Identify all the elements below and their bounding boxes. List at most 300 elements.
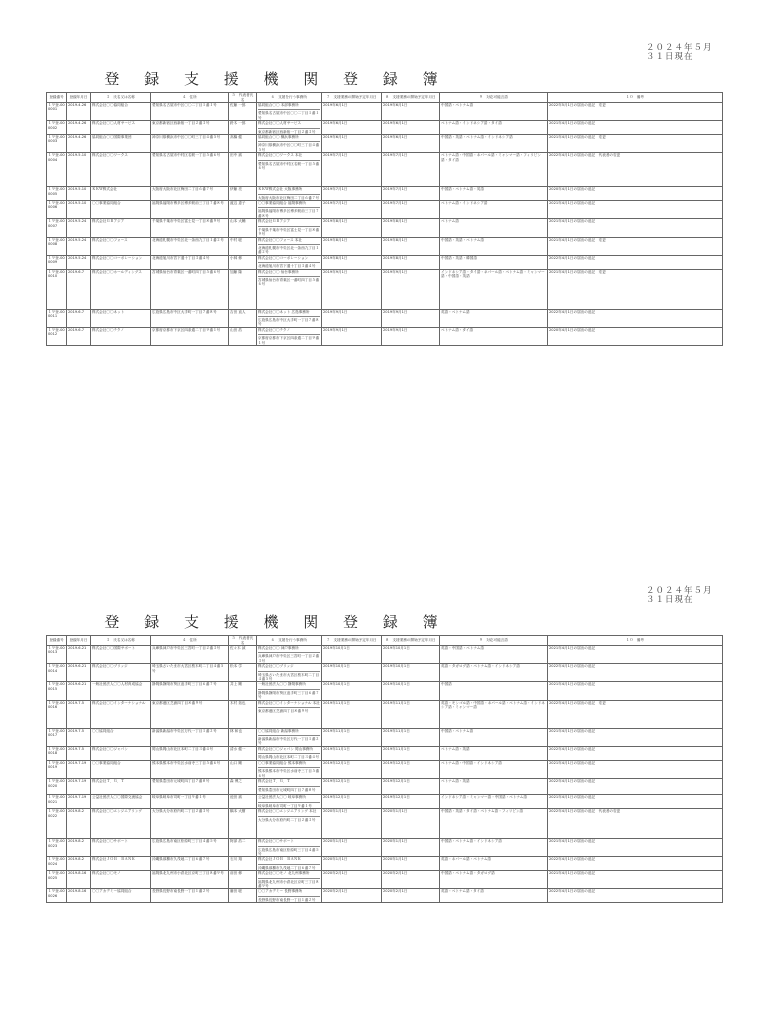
table-cell-note: 2021年4月1日の届出の追記 (548, 121, 723, 135)
header-cell: ３ 氏名又は名称 (91, 636, 151, 646)
table-cell-no: １９登-000023 (47, 839, 67, 857)
table-cell-no: １９登-000018 (47, 746, 67, 760)
table-row (47, 871, 723, 889)
table-cell-start: 2019年12月1日 (382, 779, 440, 795)
table-cell-name: 株式会社〇〇モノ (91, 871, 151, 889)
table-cell-start: 2019年8月1日 (322, 219, 382, 237)
table-cell-start: 2019年12月1日 (382, 795, 440, 809)
table-cell-office (257, 779, 322, 795)
header-cell: １０ 備考 (548, 93, 723, 103)
table-cell-date: 2019.7.5 (67, 746, 91, 760)
table-cell-office (257, 857, 322, 871)
table-cell-start: 2019年9月1日 (382, 269, 440, 309)
office-address: 北海道旭川市宮下通十丁目３番４号 (258, 262, 320, 268)
table-header-row (47, 93, 723, 103)
table-header-row (47, 636, 723, 646)
table-cell-note: 2022年4月1日の届出の追記 変更 (548, 700, 723, 728)
table-cell-note: 2022年4月1日の届出の追記 (548, 746, 723, 760)
table-cell-note: 2021年4月1日の届出の追記 (548, 871, 723, 889)
table-cell-no: １９登-000019 (47, 760, 67, 778)
table-cell-lang: 英語・ベトナム語・タイ語 (440, 889, 548, 903)
table-cell-lang: インドネシア語・ミャンマー語・中国語・ベトナム語 (440, 795, 548, 809)
table-cell-rep: 松本 学 (229, 664, 257, 682)
as-of-date: ２０２４年５月３１日現在 (646, 586, 713, 605)
table-cell-start: 2019年6月1日 (382, 135, 440, 153)
table-cell-start: 2020年2月1日 (322, 871, 382, 889)
office-name: 株式会社〇〇 仙台事務所 (258, 269, 299, 274)
table-cell-start: 2019年10月1日 (382, 664, 440, 682)
table-cell-no: １９登-000002 (47, 121, 67, 135)
office-address: 愛知県名古屋市中区〇〇二丁目１番１号 (258, 111, 320, 120)
page-title: 登 録 支 援 機 関 登 録 簿 (104, 70, 448, 88)
registry-table (46, 92, 723, 346)
table-cell-start: 2020年1月1日 (322, 839, 382, 857)
table-cell-office (257, 795, 322, 809)
office-address: 宮城県仙台市青葉区一番町四丁目５番６号 (258, 277, 320, 287)
header-cell: ５ 代表者氏名 (229, 636, 257, 646)
table-cell-rep: 吉田 直人 (229, 309, 257, 327)
table-cell-lang: 中国語・ベトナム語 (440, 728, 548, 746)
office-address: 沖縄県那覇市久茂地二丁目６番７号 (258, 864, 320, 870)
office-name: 協同組合〇〇 横浜事務所 (258, 135, 299, 140)
table-cell-date: 2019.8.16 (67, 871, 91, 889)
table-cell-name: 〇〇協同組合 (91, 728, 151, 746)
table-cell-rep: 橋本 大樹 (229, 809, 257, 839)
table-cell-date: 2019.4.26 (67, 121, 91, 135)
table-cell-addr: 広島県広島市南区松原町三丁目４番５号 (151, 839, 229, 857)
table-cell-rep: 林 和也 (229, 728, 257, 746)
table-cell-start: 2019年12月1日 (322, 760, 382, 778)
table-cell-name: 株式会社〇〇ジャパン (91, 746, 151, 760)
table-cell-note: 2022年4月1日の届出の追記 (548, 889, 723, 903)
registry-body (47, 103, 723, 346)
table-cell-office (257, 871, 322, 889)
header-cell: ７ 支援業務の開始予定年月日 (322, 93, 382, 103)
office-address: 大分県大分市府内町二丁目２番３号 (258, 816, 320, 822)
table-cell-start: 2020年2月1日 (382, 871, 440, 889)
header-cell: ５ 代表者氏名 (229, 93, 257, 103)
table-row (47, 309, 723, 327)
table-cell-note: 2021年4月1日の届出の追記 (548, 646, 723, 664)
table-cell-office (257, 103, 322, 121)
table-cell-no: １９登-000006 (47, 201, 67, 219)
header-cell: ４ 住所 (151, 636, 229, 646)
page-title: 登 録 支 援 機 関 登 録 簿 (104, 613, 448, 631)
table-row (47, 809, 723, 839)
table-row (47, 889, 723, 903)
table-cell-start: 2019年7月1日 (322, 201, 382, 219)
header-cell: ８ 支援業務の開始予定年月日 (382, 93, 440, 103)
header-cell: ６ 支援を行う事務所 (257, 636, 322, 646)
table-cell-note: 2022年4月1日の届出の追記 代表者の変更 (548, 809, 723, 839)
table-cell-name: 株式会社ＪＯＢ ＢＡＮＫ (91, 857, 151, 871)
table-cell-note: 2021年4月1日の届出の追記 変更 (548, 269, 723, 309)
office-name: 株式会社Ｔ．Ｇ．Ｔ (258, 779, 291, 784)
table-cell-date: 2019.7.19 (67, 779, 91, 795)
table-row (47, 153, 723, 187)
table-cell-date: 2019.5.24 (67, 237, 91, 255)
table-cell-no: １９登-000004 (47, 153, 67, 187)
office-address: 京都府京都市下京区四条通二丁目９番１号 (258, 336, 320, 345)
table-row (47, 779, 723, 795)
office-name: 株式会社ＧＢアジア (258, 219, 291, 224)
office-address: 静岡県静岡市葵区追手町三丁目６番７号 (258, 690, 320, 700)
table-cell-start: 2019年7月1日 (322, 187, 382, 201)
table-cell-rep: 阿部 浩二 (229, 839, 257, 857)
table-row (47, 269, 723, 309)
table-cell-lang: 英語・タガログ語・ベトナム語・インドネシア語 (440, 664, 548, 682)
table-cell-no: １９登-000010 (47, 269, 67, 309)
table-cell-lang: 中国語・英語・ベトナム語 (440, 237, 548, 255)
table-cell-start: 2019年10月1日 (322, 646, 382, 664)
table-cell-no: １９登-000013 (47, 646, 67, 664)
table-cell-date: 2019.7.19 (67, 760, 91, 778)
table-cell-addr: 広島県広島市中区大手町一丁目７番８号 (151, 309, 229, 327)
header-cell: ７ 支援業務の開始予定年月日 (322, 636, 382, 646)
table-cell-addr: 大分県大分市府内町二丁目２番３号 (151, 809, 229, 839)
table-cell-office (257, 839, 322, 857)
table-cell-no: １９登-000005 (47, 187, 67, 201)
table-cell-start: 2019年10月1日 (322, 664, 382, 682)
table-cell-office (257, 135, 322, 153)
table-cell-addr: 沖縄県那覇市久茂地二丁目６番７号 (151, 857, 229, 871)
office-address: 岡山県岡山市北区本町二丁目３番４号 (258, 755, 320, 760)
office-name: 株式会社〇〇 神戸事務所 (258, 646, 299, 650)
header-cell: ６ 支援を行う事務所 (257, 93, 322, 103)
table-cell-name: 株式会社〇〇テクノ (91, 327, 151, 345)
table-cell-start: 2019年6月1日 (322, 103, 382, 121)
table-cell-no: １９登-000014 (47, 664, 67, 682)
table-cell-date: 2019.6.7 (67, 269, 91, 309)
table-cell-start: 2020年1月1日 (322, 857, 382, 871)
table-cell-addr: 愛知県名古屋市中村区名駅一丁目５番６号 (151, 153, 229, 187)
table-cell-date: 2019.6.7 (67, 327, 91, 345)
table-cell-date: 2019.5.10 (67, 153, 91, 187)
table-cell-no: １９登-000012 (47, 327, 67, 345)
table-row (47, 700, 723, 728)
table-cell-rep: 佐々木 誠 (229, 646, 257, 664)
table-cell-no: １９登-000017 (47, 728, 67, 746)
table-cell-addr: 埼玉県さいたま市大宮区桜木町二丁目４番５号 (151, 664, 229, 682)
table-cell-lang: ベトナム語・中国語・ネパール語・ミャンマー語・フィリピン語・タイ語 (440, 153, 548, 187)
table-row (47, 857, 723, 871)
table-cell-addr: 福岡県北九州市小倉北区京町三丁目８番９号 (151, 871, 229, 889)
header-cell: １０ 備考 (548, 636, 723, 646)
office-address: 新潟県新潟市中央区万代一丁目１番２号 (258, 737, 320, 746)
header-cell: ４ 住所 (151, 93, 229, 103)
table-cell-rep: 山本 大輔 (229, 219, 257, 237)
table-cell-office (257, 327, 322, 345)
office-name: 株式会社〇〇サポート (258, 839, 294, 844)
table-cell-name: 〇〇アカデミー協同組合 (91, 889, 151, 903)
header-cell: ３ 氏名又は名称 (91, 93, 151, 103)
table-cell-lang: 中国語・ベトナム語 (440, 103, 548, 121)
table-cell-addr: 熊本県熊本市中央区水前寺三丁目５番６号 (151, 760, 229, 778)
office-name: 〇〇事業協同組合 熊本事務所 (258, 760, 306, 765)
table-cell-name: 株式会社ＧＢアジア (91, 219, 151, 237)
table-cell-name: 〇〇事業協同組合 (91, 201, 151, 219)
office-address: 福岡県福岡市博多区博多駅前三丁目７番８号 (258, 209, 320, 218)
table-row (47, 795, 723, 809)
table-row (47, 121, 723, 135)
table-cell-date: 2019.5.24 (67, 255, 91, 269)
table-row (47, 839, 723, 857)
table-cell-addr: 北海道旭川市宮下通十丁目３番４号 (151, 255, 229, 269)
table-cell-no: １９登-000024 (47, 857, 67, 871)
table-cell-date: 2019.6.21 (67, 664, 91, 682)
header-cell: ９ 対応可能言語 (440, 93, 548, 103)
table-cell-note: 2022年4月1日の届出の追記 (548, 857, 723, 871)
table-cell-addr: 兵庫県神戸市中央区三宮町一丁目２番３号 (151, 646, 229, 664)
table-cell-start: 2019年9月1日 (382, 309, 440, 327)
office-name: 株式会社〇〇フォース 本社 (258, 237, 302, 242)
table-cell-name: 株式会社〇〇ホールディングス (91, 269, 151, 309)
table-row (47, 646, 723, 664)
office-address: 熊本県熊本市中央区水前寺三丁目５番６号 (258, 769, 320, 778)
table-cell-start: 2019年11月1日 (382, 728, 440, 746)
table-cell-rep: 鈴木 一郎 (229, 121, 257, 135)
table-cell-start: 2020年1月1日 (322, 809, 382, 839)
table-cell-start: 2020年1月1日 (382, 809, 440, 839)
table-cell-date: 2019.5.24 (67, 219, 91, 237)
table-cell-rep: 渡辺 恵子 (229, 201, 257, 219)
table-cell-no: １９登-000011 (47, 309, 67, 327)
table-row (47, 103, 723, 121)
table-cell-no: １９登-000001 (47, 103, 67, 121)
table-cell-rep: 藤田 聡 (229, 889, 257, 903)
table-cell-start: 2019年10月1日 (322, 682, 382, 700)
table-cell-start: 2019年11月1日 (322, 728, 382, 746)
table-cell-lang: 中国語・英語・ベトナム語・インドネシア語 (440, 135, 548, 153)
table-cell-rep: 佐藤 一郎 (229, 103, 257, 121)
table-cell-addr: 愛知県豊田市元城町四丁目７番８号 (151, 779, 229, 795)
table-cell-name: 公益社団法人〇〇国際交流協会 (91, 795, 151, 809)
table-row (47, 760, 723, 778)
office-address: 愛知県名古屋市中村区名駅一丁目５番６号 (258, 161, 320, 171)
table-cell-addr: 岐阜県岐阜市司町一丁目９番１号 (151, 795, 229, 809)
office-address: 岐阜県岐阜市司町一丁目９番１号 (258, 802, 320, 808)
table-cell-office (257, 269, 322, 309)
table-cell-rep: 高橋 健 (229, 135, 257, 153)
table-cell-lang: ベトナム語・英語 (440, 779, 548, 795)
table-cell-office (257, 309, 322, 327)
table-cell-note: 2022年4月1日の届出の追記 (548, 309, 723, 327)
table-cell-addr: 千葉県千葉市中央区富士見一丁目８番９号 (151, 219, 229, 237)
table-cell-name: 株式会社〇〇ブリッジ (91, 664, 151, 682)
office-name: 一般社団法人〇〇 静岡事務所 (258, 682, 306, 687)
table-cell-note: 2022年4月1日の届出の追記 (548, 255, 723, 269)
table-cell-name: 株式会社〇〇ワークス (91, 153, 151, 187)
table-cell-no: １９登-000022 (47, 809, 67, 839)
office-name: 株式会社〇〇ワークス 本社 (258, 153, 303, 158)
table-row (47, 187, 723, 201)
table-cell-no: １９登-000020 (47, 779, 67, 795)
table-cell-date: 2019.8.2 (67, 857, 91, 871)
table-cell-note: 2021年4月1日の届出の追記 (548, 682, 723, 700)
table-cell-date: 2019.6.21 (67, 646, 91, 664)
table-cell-no: １９登-000016 (47, 700, 67, 728)
table-cell-office (257, 728, 322, 746)
table-cell-start: 2020年2月1日 (382, 889, 440, 903)
table-cell-lang: ベトナム語・中国語・インドネシア語 (440, 760, 548, 778)
table-row (47, 135, 723, 153)
table-cell-rep: 加藤 隆 (229, 269, 257, 309)
office-name: 株式会社〇〇ブリッジ (258, 664, 294, 669)
table-cell-addr: 静岡県静岡市葵区追手町三丁目６番７号 (151, 682, 229, 700)
table-cell-rep: 木村 拓也 (229, 700, 257, 728)
table-cell-date: 2019.8.2 (67, 839, 91, 857)
table-cell-no: １９登-000008 (47, 237, 67, 255)
table-cell-name: 株式会社〇〇人材サービス (91, 121, 151, 135)
table-cell-start: 2019年8月1日 (382, 237, 440, 255)
table-cell-addr: 新潟県新潟市中央区万代一丁目１番２号 (151, 728, 229, 746)
table-cell-start: 2020年1月1日 (382, 857, 440, 871)
table-cell-no: １９登-000026 (47, 889, 67, 903)
table-cell-no: １９登-000015 (47, 682, 67, 700)
table-cell-lang: インドネシア語・タイ語・ネパール語・ベトナム語・ミャンマー語・中国語・英語 (440, 269, 548, 309)
table-cell-note: 2021年4月1日の届出の追記 (548, 201, 723, 219)
office-name: 株式会社〇〇インターナショナル 本社 (258, 700, 320, 705)
table-cell-office (257, 664, 322, 682)
office-name: ＫＫＷ株式会社 大阪事務所 (258, 187, 303, 192)
registry-table (46, 635, 723, 903)
table-cell-start: 2019年11月1日 (322, 746, 382, 760)
office-address: 福岡県北九州市小倉北区京町三丁目８番９号 (258, 879, 320, 888)
table-cell-note: 2021年4月1日の届出の追記 (548, 760, 723, 778)
header-cell: 登録年月日 (67, 636, 91, 646)
table-cell-rep: 清水 健一 (229, 746, 257, 760)
table-cell-start: 2019年8月1日 (382, 219, 440, 237)
table-cell-addr: 大阪府大阪市北区梅田二丁目６番７号 (151, 187, 229, 201)
table-cell-name: 一般社団法人〇〇人材育成協会 (91, 682, 151, 700)
table-cell-office (257, 255, 322, 269)
table-cell-start: 2019年7月1日 (382, 153, 440, 187)
table-cell-start: 2019年7月1日 (322, 153, 382, 187)
registry-body (47, 646, 723, 903)
table-cell-office (257, 121, 322, 135)
table-cell-rep: 田中 誠 (229, 153, 257, 187)
table-cell-office (257, 700, 322, 728)
table-cell-addr: 東京都港区芝浦四丁目８番９号 (151, 700, 229, 728)
table-cell-rep: 山田 浩 (229, 327, 257, 345)
table-cell-name: 株式会社〇〇サポート (91, 839, 151, 857)
table-cell-addr: 宮城県仙台市青葉区一番町四丁目５番６号 (151, 269, 229, 309)
table-cell-note: 2020年4月1日の届出の追記 (548, 327, 723, 345)
header-cell: ８ 支援業務の開始予定年月日 (382, 636, 440, 646)
table-cell-name: 協同組合〇〇国際事業団 (91, 135, 151, 153)
as-of-date: ２０２４年５月３１日現在 (646, 43, 713, 62)
table-cell-office (257, 646, 322, 664)
table-cell-no: １９登-000021 (47, 795, 67, 809)
table-cell-rep: 中村 聡 (229, 237, 257, 255)
table-cell-no: １９登-000003 (47, 135, 67, 153)
office-address: 長野県長野市南長野一丁目１番２号 (258, 896, 320, 902)
table-cell-start: 2019年8月1日 (382, 255, 440, 269)
table-row (47, 746, 723, 760)
table-cell-date: 2019.6.21 (67, 682, 91, 700)
table-cell-lang: 英語・中国語・ベトナム語 (440, 646, 548, 664)
table-cell-addr: 愛知県名古屋市中区〇〇二丁目１番１号 (151, 103, 229, 121)
office-address: 広島県広島市南区松原町三丁目４番５号 (258, 847, 320, 856)
table-cell-name: 株式会社〇〇国際サポート (91, 646, 151, 664)
table-cell-office (257, 682, 322, 700)
table-cell-rep: 山口 剛 (229, 760, 257, 778)
table-cell-office (257, 746, 322, 760)
table-cell-rep: 伊藤 亮 (229, 187, 257, 201)
office-name: 〇〇協同組合 新潟事務所 (258, 728, 299, 733)
table-cell-note: 2021年4月1日の届出の追記 変更 (548, 135, 723, 153)
table-cell-lang: ベトナム語・インドネシア語 (440, 201, 548, 219)
table-cell-office (257, 219, 322, 237)
table-cell-no: １９登-000007 (47, 219, 67, 237)
office-address: 北海道札幌市中央区北一条西九丁目１番２号 (258, 245, 320, 255)
table-cell-start: 2019年9月1日 (322, 309, 382, 327)
table-cell-rep: 池田 誠 (229, 795, 257, 809)
header-cell: 登録番号 (47, 93, 67, 103)
office-name: 協同組合〇〇 本部事務所 (258, 103, 299, 107)
table-cell-note: 2021年4月1日の届出の追記 (548, 728, 723, 746)
table-cell-rep: 石川 翔 (229, 857, 257, 871)
table-cell-start: 2019年10月1日 (382, 646, 440, 664)
table-cell-addr: 東京都新宿区西新宿一丁目２番３号 (151, 121, 229, 135)
table-cell-office (257, 187, 322, 201)
office-address: 広島県広島市中区大手町一丁目７番８号 (258, 317, 320, 327)
table-cell-lang: 中国語・英語・韓国語 (440, 255, 548, 269)
table-cell-name: ＫＫＷ株式会社 (91, 187, 151, 201)
table-row (47, 255, 723, 269)
table-cell-date: 2019.8.16 (67, 889, 91, 903)
table-cell-lang: 英語・ネパール語・ベトナム語 (440, 857, 548, 871)
table-cell-rep: 前田 修 (229, 871, 257, 889)
table-cell-name: 株式会社〇〇協同組合 (91, 103, 151, 121)
office-address: 兵庫県神戸市中央区三宮町一丁目２番３号 (258, 654, 320, 663)
office-name: 株式会社〇〇ジャパン 岡山事務所 (258, 746, 313, 751)
table-cell-lang: 英語・ベトナム語 (440, 309, 548, 327)
office-name: 株式会社ＪＯＢ ＢＡＮＫ (258, 857, 302, 862)
table-cell-office (257, 809, 322, 839)
office-address: 愛知県豊田市元城町四丁目７番８号 (258, 786, 320, 792)
office-address: 東京都新宿区西新宿一丁目２番３号 (258, 128, 320, 134)
table-cell-lang: 中国語・ベトナム語・英語 (440, 187, 548, 201)
table-row (47, 219, 723, 237)
table-cell-lang: 中国語・英語・タイ語・ベトナム語・フィリピン語 (440, 809, 548, 839)
table-cell-office (257, 237, 322, 255)
table-cell-date: 2019.4.26 (67, 135, 91, 153)
table-cell-addr: 京都府京都市下京区四条通二丁目９番１号 (151, 327, 229, 345)
table-cell-start: 2019年6月1日 (382, 103, 440, 121)
table-row (47, 682, 723, 700)
header-cell: 登録番号 (47, 636, 67, 646)
table-cell-no: １９登-000025 (47, 871, 67, 889)
table-cell-addr: 北海道札幌市中央区北一条西九丁目１番２号 (151, 237, 229, 255)
table-row (47, 664, 723, 682)
table-cell-lang: ベトナム語・インドネシア語・タイ語 (440, 121, 548, 135)
table-cell-note: 2022年5月1日の届出の追記 変更 (548, 103, 723, 121)
table-cell-rep: 井上 剛 (229, 682, 257, 700)
table-cell-note: 2021年4月1日の届出の追記 (548, 795, 723, 809)
table-cell-lang: 中国語・ベトナム語・インドネシア語 (440, 839, 548, 857)
table-cell-no: １９登-000009 (47, 255, 67, 269)
office-name: 公益社団法人〇〇 岐阜事務所 (258, 795, 306, 800)
table-cell-start: 2019年6月1日 (382, 121, 440, 135)
table-cell-office (257, 201, 322, 219)
table-cell-note: 2022年4月1日の届出の追記 (548, 779, 723, 795)
table-cell-start: 2019年11月1日 (382, 746, 440, 760)
table-cell-start: 2020年2月1日 (322, 889, 382, 903)
table-row (47, 327, 723, 345)
table-cell-lang: 英語・モンゴル語・中国語・ネパール語・ベトナム語・インドネシア語・ミャンマー語 (440, 700, 548, 728)
table-cell-note: 2021年4月1日の届出の追記 変更 (548, 237, 723, 255)
